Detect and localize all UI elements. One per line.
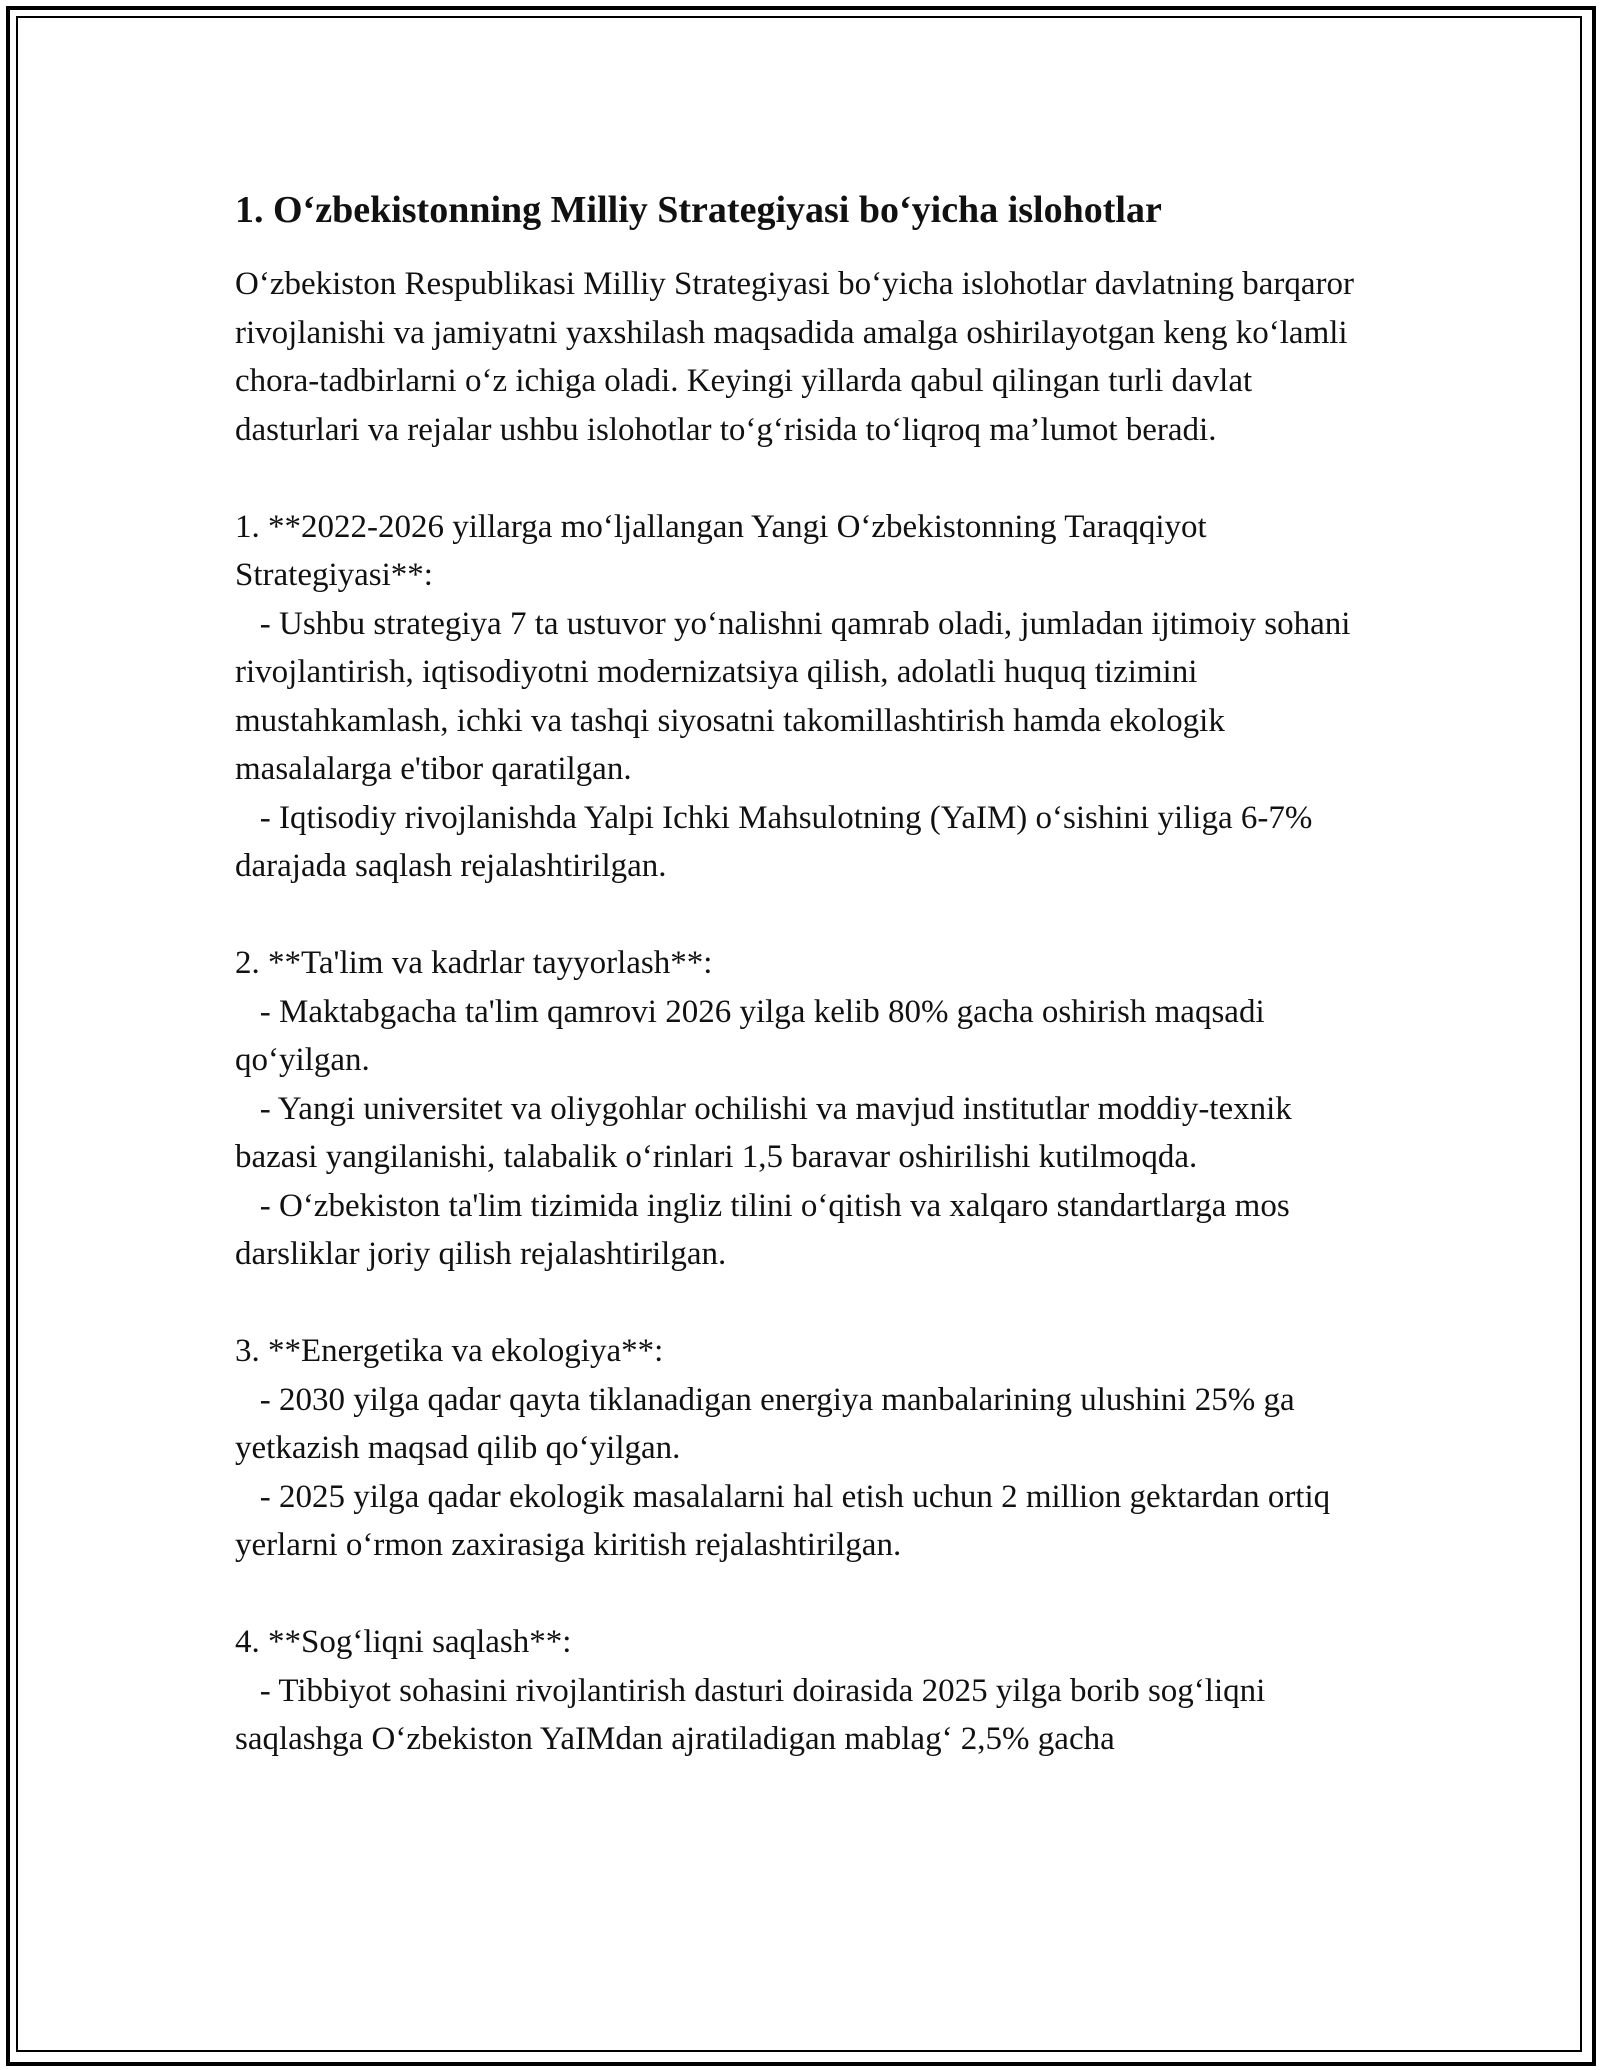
list-item: - 2030 yilga qadar qayta tiklanadigan energiya manbalarining ulushini 25% ga yetkazish maqsad qilib qo‘yilgan. — [235, 1381, 1303, 1466]
document-title: 1. O‘zbekistonning Milliy Strategiyasi bo‘yicha islohotlar — [235, 189, 1162, 231]
section-development-strategy — [235, 503, 1375, 891]
section-heading: 4. **Sog‘liqni saqlash**: — [235, 1624, 572, 1660]
section-healthcare — [235, 1618, 1375, 1764]
document-body — [235, 186, 1375, 1764]
section-heading: 3. **Energetika va ekologiya**: — [235, 1333, 664, 1369]
section-education — [235, 939, 1375, 1279]
list-item: - Ushbu strategiya 7 ta ustuvor yo‘nalishni qamrab oladi, jumladan ijtimoiy sohani rivojlantirish, iqtisodiyotni modernizatsiya qilish, adolatli huquq tizimini mustahkamlash, ichki va tashqi siyosatni takomillashtirish hamda ekologik masalalarga e'tibor qaratilgan. — [235, 605, 1359, 787]
section-heading: 1. **2022-2026 yillarga mo‘ljallangan Yangi O‘zbekistonning Taraqqiyot Strategiyasi**: — [235, 508, 1207, 593]
section-heading: 2. **Ta'lim va kadrlar tayyorlash**: — [235, 945, 713, 981]
list-item: - 2025 yilga qadar ekologik masalalarni hal etish uchun 2 million gektardan ortiq yerlarni o‘rmon zaxirasiga kiritish rejalashtirilgan. — [235, 1478, 1339, 1563]
list-item: - O‘zbekiston ta'lim tizimida ingliz tilini o‘qitish va xalqaro standartlarga mos darsliklar joriy qilish rejalashtirilgan. — [235, 1187, 1298, 1272]
section-energy-ecology — [235, 1327, 1375, 1570]
list-item: - Tibbiyot sohasini rivojlantirish dasturi doirasida 2025 yilga borib sog‘liqni saqlashga O‘zbekiston YaIMdan ajratiladigan mablag‘ 2,5% gacha — [235, 1672, 1274, 1757]
intro-paragraph: O‘zbekiston Respublikasi Milliy Strategiyasi bo‘yicha islohotlar davlatning barqaror rivojlanishi va jamiyatni yaxshilash maqsadida amalga oshirilayotgan keng ko‘lamli chora-tadbirlarni o‘z ichiga oladi. Keyingi yillarda qabul qilingan turli davlat dasturlari va rejalar ushbu islohotlar to‘g‘risida to‘liqroq ma’lumot beradi. — [235, 266, 1355, 448]
list-item: - Yangi universitet va oliygohlar ochilishi va mavjud institutlar moddiy-texnik bazasi yangilanishi, talabalik o‘rinlari 1,5 baravar oshirilishi kutilmoqda. — [235, 1090, 1301, 1175]
list-item: - Iqtisodiy rivojlanishda Yalpi Ichki Mahsulotning (YaIM) o‘sishini yiliga 6-7% darajada saqlash rejalashtirilgan. — [235, 799, 1321, 884]
list-item: - Maktabgacha ta'lim qamrovi 2026 yilga kelib 80% gacha oshirish maqsadi qo‘yilgan. — [235, 993, 1273, 1078]
